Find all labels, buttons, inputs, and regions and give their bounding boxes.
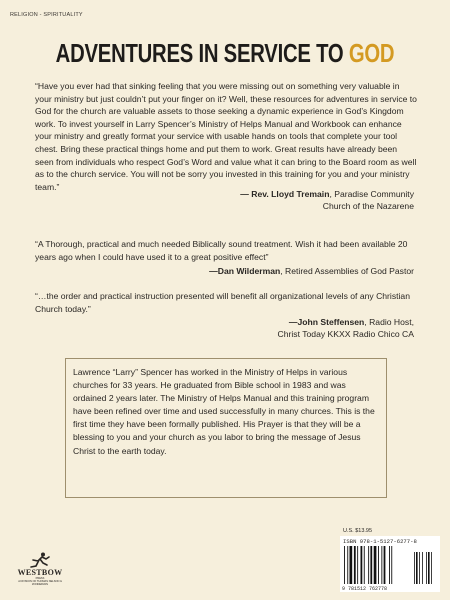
testimonial-detail-2: Retired Assemblies of God Pastor	[285, 266, 414, 276]
testimonial-author-1: — Rev. Lloyd Tremain	[240, 189, 330, 199]
book-title	[50, 38, 401, 69]
publisher-tagline: A DIVISION OF THOMAS NELSON & ZONDERVAN	[18, 580, 62, 586]
author-bio-box	[65, 358, 387, 498]
testimonial-detail-3b: Christ Today KKXX Radio Chico CA	[277, 329, 414, 340]
isbn-text: ISBN 978-1-5127-6277-8	[343, 538, 417, 545]
testimonial-quote-2: “A Thorough, practical and much needed Biblically sound treatment. Wish it had been available 20 years ago when I could have used it to a great positive effect”	[35, 239, 408, 262]
runner-icon	[29, 552, 51, 568]
barcode-digits: 9 781512 762778	[342, 586, 388, 592]
testimonial-author-3: —John Steffensen	[288, 317, 365, 327]
barcode-block	[340, 536, 440, 592]
publisher-name-2: PRESS	[35, 577, 45, 580]
testimonial-detail-1: Paradise Community	[334, 189, 414, 199]
title-accent: GOD	[348, 38, 395, 68]
publisher-logo	[14, 552, 66, 594]
price-label: U.S. $13.95	[343, 528, 373, 534]
author-bio: Lawrence “Larry” Spencer has worked in the Ministry of Helps in various churches for 33 years. He graduated from Bible school in 1983 and was ordained 2 years later. The Ministry of Helps Manual and this training program have been refined over time and used successfully in many churces. This is the first time they have been formally published. His Prayer is that they will be a blessing to you and your church as you labor to bring the message of Jesus Christ to the earth today.	[73, 367, 375, 456]
testimonial-quote-1: “Have you ever had that sinking feeling that you were missing out on something very valuable in your ministry but just couldn’t put your finger on it? Well, these resources for adventures in service to God for the church are valuable assets to those seeking a dynamic experience in God’s Kingdom work. To invest yourself in Larry Spencer’s Ministry of Helps Manual and Workbook can enhance your ministry and greatly format your service with usable hands on tools that complete your tool chest. Bring these practical things home and put them to work. Great results have already been seen from individuals who respect God’s Word and value what it can bring to the Board room as well as to the church service. You will not be sorry you invested in this training for you and your ministry team.”	[35, 81, 417, 192]
testimonial-author-2: —Dan Wilderman	[209, 266, 281, 276]
testimonial-attribution-1: — Rev. Lloyd Tremain, Paradise Community Church of the Nazarene	[240, 189, 414, 212]
testimonial-attribution-3: —John Steffensen, Radio Host, Christ Today KKXX Radio Chico CA	[277, 317, 414, 340]
title-main: ADVENTURES IN SERVICE TO	[55, 38, 344, 68]
testimonial-quote-3: “…the order and practical instruction presented will benefit all organizational levels of any Christian Church today.”	[35, 291, 410, 314]
publisher-name: WESTBOW	[17, 568, 63, 577]
testimonial-attribution-2: —Dan Wilderman, Retired Assemblies of God Pastor	[209, 266, 414, 276]
barcode-graphic	[340, 536, 440, 592]
testimonial-detail-1b: Church of the Nazarene	[322, 201, 414, 212]
testimonial-detail-3: Radio Host,	[369, 317, 414, 327]
category-label: RELIGION - SPIRITUALITY	[10, 12, 83, 18]
